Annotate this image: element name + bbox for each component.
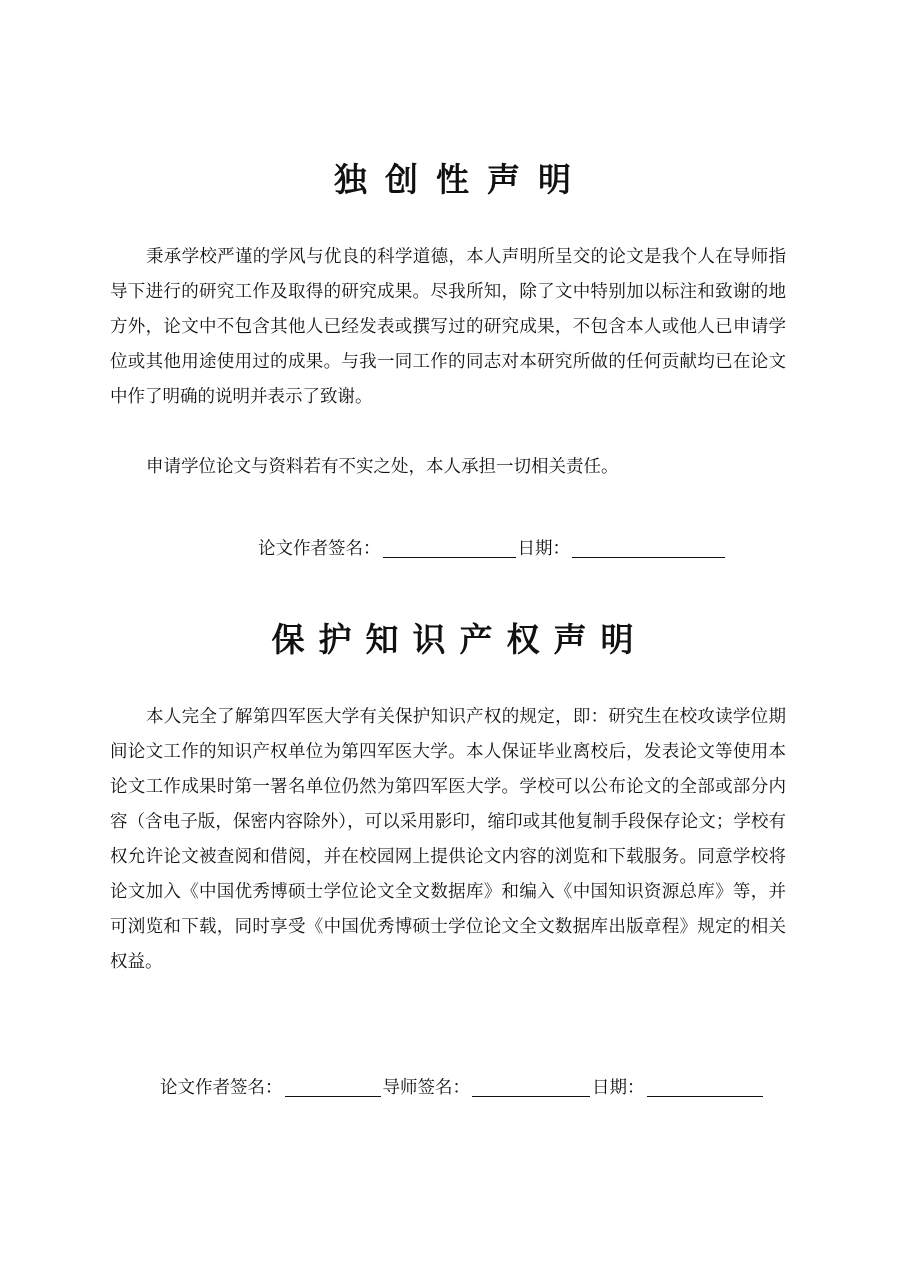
date-label: 日期：	[517, 539, 570, 559]
originality-title: 独创性声明	[334, 160, 589, 199]
ip-paragraph: 本人完全了解第四军医大学有关保护知识产权的规定，即：研究生在校攻读学位期间论文工作的知识产权单位为第四军医大学。本人保证毕业离校后，发表论文等使用本论文工作成果时第一署名单位仍然为第四军医大学。学校可以公布论文的全部或部分内容（含电子版，保密内容除外），可以采用影印，缩印或其他复制手段保存论文；学校有权允许论文被查阅和借阅，并在校园网上提供论文内容的浏览和下载服务。同意学校将论文加入《中国优秀博硕士学位论文全文数据库》和编入《中国知识资源总库》等，并可浏览和下载，同时享受《中国优秀博硕士学位论文全文数据库出版章程》规定的相关权益。	[110, 707, 786, 972]
date-line	[647, 1076, 763, 1097]
originality-paragraph-2: 申请学位论文与资料若有不实之处，本人承担一切相关责任。	[146, 457, 619, 477]
date-label: 日期：	[592, 1078, 645, 1098]
author-signature-line	[383, 537, 516, 558]
ip-signature-row	[160, 1076, 765, 1100]
advisor-signature-line	[472, 1076, 590, 1097]
author-signature-label: 论文作者签名：	[258, 539, 381, 559]
ip-title: 保护知识产权声明	[271, 620, 648, 659]
advisor-signature-label: 导师签名：	[382, 1078, 470, 1098]
author-signature-line	[285, 1076, 381, 1097]
date-line	[572, 537, 725, 558]
author-signature-label: 论文作者签名：	[160, 1078, 283, 1098]
originality-paragraph-1: 秉承学校严谨的学风与优良的科学道德，本人声明所呈交的论文是我个人在导师指导下进行的研究工作及取得的研究成果。尽我所知，除了文中特别加以标注和致谢的地方外，论文中不包含其他人已经发表或撰写过的研究成果，不包含本人或他人已申请学位或其他用途使用过的成果。与我一同工作的同志对本研究所做的任何贡献均已在论文中作了明确的说明并表示了致谢。	[110, 247, 786, 407]
originality-signature-row	[258, 537, 727, 561]
